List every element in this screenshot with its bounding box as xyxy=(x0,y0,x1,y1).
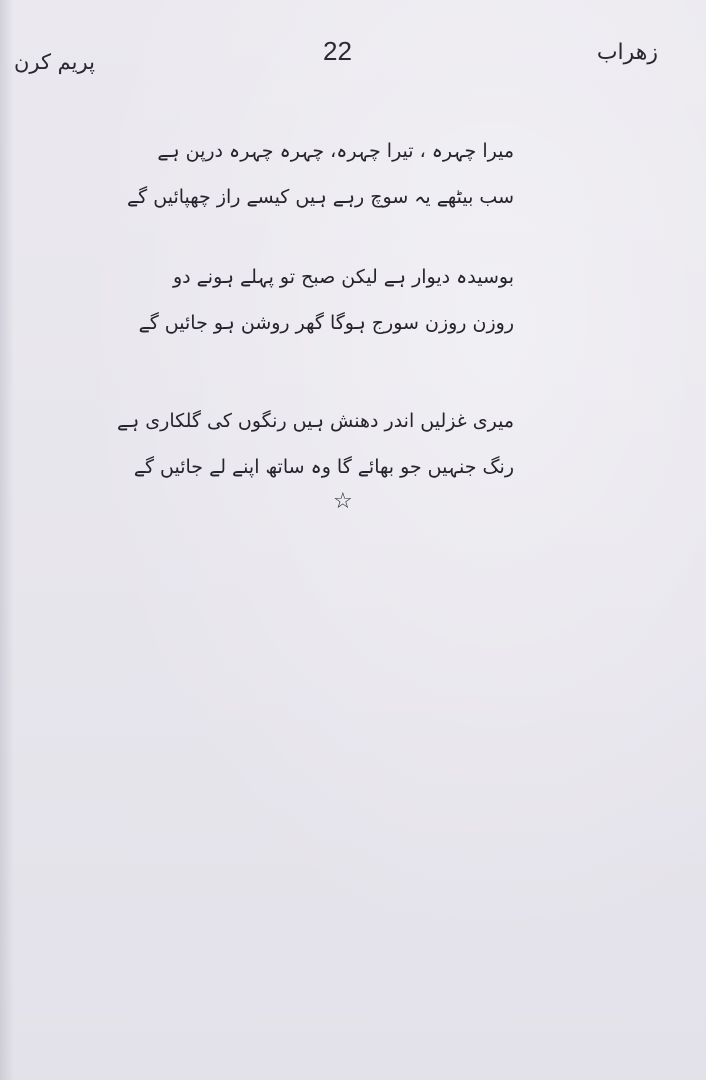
verse-line: روزن روزن سورج ہوگا گھر روشن ہو جائیں گے xyxy=(138,312,514,334)
poem-stanza-3 xyxy=(116,398,514,490)
page-number: 22 xyxy=(323,36,352,66)
page-header-book-title: زهراب xyxy=(596,40,658,65)
verse-line: میرا چہرہ ، تیرا چہرہ، چہرہ چہرہ درپن ہے xyxy=(157,140,514,162)
verse-line: بوسیدہ دیوار ہے لیکن صبح تو پہلے ہونے دو xyxy=(172,266,514,288)
poem-stanza-2 xyxy=(138,254,514,346)
verse-line: رنگ جنہیں جو بھائے گا وہ ساتھ اپنے لے جائیں گے xyxy=(133,456,514,478)
verse-line: سب بیٹھے یہ سوچ رہے ہیں کیسے راز چھپائیں گے xyxy=(127,186,514,208)
page-gutter-shadow xyxy=(0,0,14,1080)
end-star-icon: ☆ xyxy=(333,489,353,514)
poem-stanza-1 xyxy=(127,128,514,220)
page-header-author: پریم کرن xyxy=(14,50,95,74)
verse-line: میری غزلیں اندر دھنش ہیں رنگوں کی گلکاری ہے xyxy=(116,410,514,432)
